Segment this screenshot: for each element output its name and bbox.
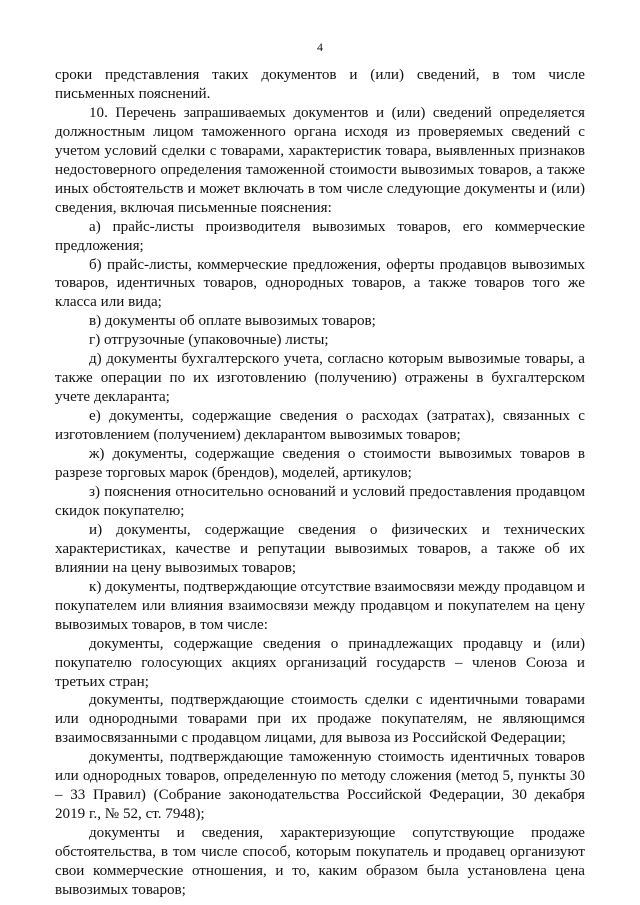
document-body xyxy=(55,66,585,900)
list-item-v: в) документы об оплате вывозимых товаров; xyxy=(89,313,376,330)
sub-item-voting-shares: документы, содержащие сведения о принадлежащих продавцу и (или) покупателю голосующих акциях организаций государств – членов Союза и третьих стран; xyxy=(55,635,585,690)
sub-item-sale-circumstances: документы и сведения, характеризующие сопутствующие продаже обстоятельства, в том числе способ, которым покупатель и продавец организуют свои коммерческие отношения, и то, каким образом была установлена цена вывозимых товаров; xyxy=(55,825,585,898)
list-item-k: к) документы, подтверждающие отсутствие взаимосвязи между продавцом и покупателем или влияния взаимосвязи между продавцом и покупателем на цену вывозимых товаров, в том числе: xyxy=(55,578,585,633)
list-item-z: з) пояснения относительно оснований и условий предоставления продавцом скидок покупателю; xyxy=(55,483,585,519)
sub-item-transaction-value: документы, подтверждающие стоимость сделки с идентичными товарами или однородными товарами при их продаже покупателям, не являющимся взаимосвязанными с продавцом лицами, для вывоза из Российской Федерации; xyxy=(55,692,585,747)
list-item-g: г) отгрузочные (упаковочные) листы; xyxy=(89,332,329,349)
paragraph-item-10: 10. Перечень запрашиваемых документов и (или) сведений определяется должностным лицом таможенного органа исходя из проверяемых сведений с учетом условий сделки с товарами, характеристик товара, выявленных признаков недостоверного определения таможенной стоимости вывозимых товаров, а также иных обстоятельств и может включать в том числе следующие документы и (или) сведения, включая письменные пояснения: xyxy=(55,104,585,216)
list-item-d: д) документы бухгалтерского учета, согласно которым вывозимые товары, а также операции по их изготовлению (получению) отражены в бухгалтерском учете декларанта; xyxy=(55,351,585,406)
list-item-a: а) прайс-листы производителя вывозимых товаров, его коммерческие предложения; xyxy=(55,218,585,254)
paragraph-continuation: сроки представления таких документов и (или) сведений, в том числе письменных пояснений. xyxy=(55,67,585,102)
list-item-i: и) документы, содержащие сведения о физических и технических характеристиках, качестве и репутации вывозимых товаров, а также об их влиянии на цену вывозимых товаров; xyxy=(55,521,585,576)
list-item-zh: ж) документы, содержащие сведения о стоимости вывозимых товаров в разрезе торговых марок (брендов), моделей, артикулов; xyxy=(55,446,585,482)
sub-item-customs-value: документы, подтверждающие таможенную стоимость идентичных товаров или однородных товаров, определенную по методу сложения (метод 5, пункты 30 – 33 Правил) (Собрание законодательства Российской Федерации, 30 декабря 2019 г., № 52, ст. 7948); xyxy=(55,749,585,823)
list-item-b: б) прайс-листы, коммерческие предложения, оферты продавцов вывозимых товаров, идентичных товаров, однородных товаров, а также товаров того же класса или вида; xyxy=(55,256,585,311)
list-item-e: е) документы, содержащие сведения о расходах (затратах), связанных с изготовлением (получением) декларантом вывозимых товаров; xyxy=(55,408,585,444)
page-number: 4 xyxy=(317,40,323,54)
